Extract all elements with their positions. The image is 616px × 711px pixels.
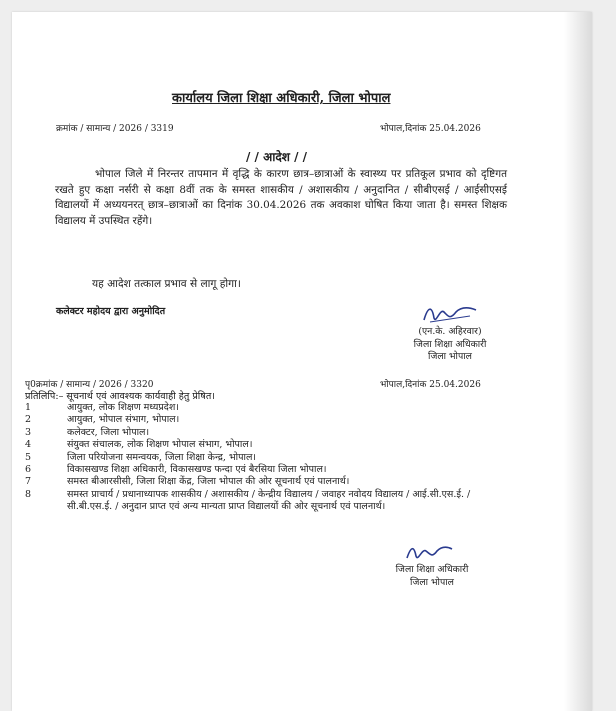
list-item: 7 समस्त बीआरसीसी, जिला शिक्षा केंद्र, जिला भोपाल की ओर सूचनार्थ एवं पालनार्थ। [25, 476, 350, 488]
signatory-place: जिला भोपाल [428, 351, 472, 362]
endorsement-signatory-designation: जिला शिक्षा अधिकारी [395, 564, 469, 575]
place-date: भोपाल,दिनांक 25.04.2026 [380, 124, 481, 134]
list-item: 4 संयुक्त संचालक, लोक शिक्षण भोपाल संभाग, भोपाल। [25, 439, 253, 451]
document-page [12, 12, 592, 711]
page-edge-shadow [564, 12, 592, 711]
signature-block [390, 326, 510, 364]
recipient-list [25, 402, 505, 514]
list-item: 2 आयुक्त, भोपाल संभाग, भोपाल। [25, 414, 180, 426]
list-item: 6 विकासखण्ड शिक्षा अधिकारी, विकासखण्ड फन्दा एवं बैरसिया जिला भोपाल। [25, 464, 327, 476]
list-item: 5 जिला परियोजना समन्वयक, जिला शिक्षा केन्द्र, भोपाल। [25, 451, 257, 463]
office-title: कार्यालय जिला शिक्षा अधिकारी, जिला भोपाल [172, 91, 391, 106]
list-item: 3 कलेक्टर, जिला भोपाल। [25, 426, 150, 438]
reference-number: क्रमांक / सामान्य / 2026 / 3319 [56, 124, 174, 134]
list-item: 1 आयुक्त, लोक शिक्षण मध्यप्रदेश। [25, 402, 179, 413]
endorsement-signatory-place: जिला भोपाल [410, 576, 454, 588]
endorsement-reference: पृ0क्रमांक / सामान्य / 2026 / 3320 [25, 380, 154, 390]
order-heading: / / आदेश / / [246, 150, 308, 164]
order-body: भोपाल जिले में निरन्तर तापमान में वृद्धि के कारण छात्र–छात्राओं के स्वास्थ्य पर प्रतिकूल प्रभाव को दृष्टिगत रखते हुए कक्षा नर्सरी से कक्षा 8वीं तक के समस्त शासकीय / अशासकीय / अनुदानित / सीबीएसई / आईसीएसई विद्यालयों में अध्ययनरत् छात्र–छात्राओं का दिनांक 30.04.2026 तक अवकाश घोषित किया जाता है। समस्त शिक्षक विद्यालय में उपस्थित रहेंगे। [55, 168, 507, 227]
copy-to-line: प्रतिलिपि:– सूचनार्थ एवं आवश्यक कार्यवाही हेतु प्रेषित। [25, 391, 215, 402]
endorsement-date: भोपाल,दिनांक 25.04.2026 [380, 380, 481, 390]
signatory-name: (एन.के. अहिरवार) [418, 326, 482, 337]
endorsement-signature [372, 564, 492, 589]
signature-mark [420, 302, 480, 328]
signature-mark-2 [404, 542, 454, 566]
effect-text: यह आदेश तत्काल प्रभाव से लागू होगा। [92, 278, 241, 290]
list-item: 8 समस्त प्राचार्य / प्रधानाध्यापक शासकीय / अशासकीय / केन्द्रीय विद्यालय / जवाहर नवोदय विद्यालय / आई.सी.एस.ई. / सी.बी.एस.ई. / अनुदान प्राप्त एवं अन्य मान्यता प्राप्त विद्यालयों की ओर सूचनार्थ एवं पालनार्थ। [25, 488, 471, 513]
signatory-designation: जिला शिक्षा अधिकारी [413, 338, 487, 350]
approval-note: कलेक्टर महोदय द्वारा अनुमोदित [56, 306, 166, 317]
